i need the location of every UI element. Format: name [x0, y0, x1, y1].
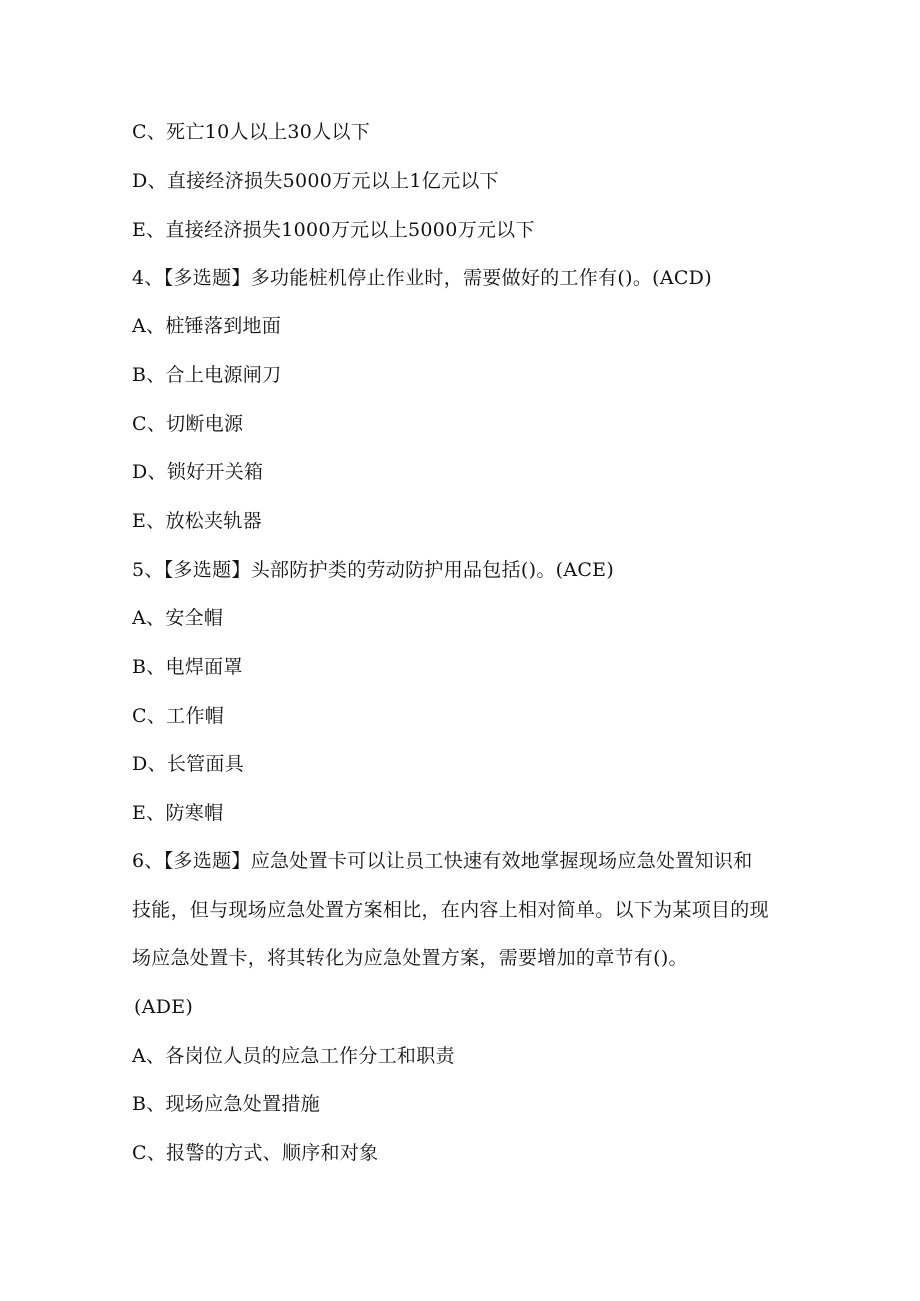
- option-line: B、现场应急处置措施: [132, 1093, 320, 1115]
- question-continuation-line: 场应急处置卡，将其转化为应急处置方案，需要增加的章节有()。: [132, 947, 688, 969]
- answer-key-line: (ADE): [134, 996, 194, 1018]
- option-line: A、桩锤落到地面: [132, 315, 282, 337]
- question-line: 6、【多选题】应急处置卡可以让员工快速有效地掌握现场应急处置知识和: [132, 850, 753, 872]
- option-line: A、各岗位人员的应急工作分工和职责: [132, 1045, 455, 1067]
- question-continuation-line: 技能，但与现场应急处置方案相比，在内容上相对简单。以下为某项目的现: [132, 899, 769, 921]
- option-line: E、放松夹轨器: [132, 510, 262, 532]
- option-line: D、长管面具: [132, 753, 245, 775]
- option-line: E、直接经济损失1000万元以上5000万元以下: [132, 219, 535, 241]
- option-line: B、电焊面罩: [132, 656, 243, 678]
- option-line: D、直接经济损失5000万元以上1亿元以下: [132, 170, 499, 192]
- option-line: D、锁好开关箱: [132, 461, 264, 483]
- option-line: C、切断电源: [132, 413, 244, 435]
- question-line: 4、【多选题】多功能桩机停止作业时，需要做好的工作有()。(ACD): [132, 267, 712, 289]
- option-line: C、工作帽: [132, 705, 225, 727]
- option-line: C、报警的方式、顺序和对象: [132, 1142, 379, 1164]
- option-line: E、防寒帽: [132, 802, 224, 824]
- option-line: A、安全帽: [132, 607, 224, 629]
- question-line: 5、【多选题】头部防护类的劳动防护用品包括()。(ACE): [132, 559, 615, 581]
- option-line: C、死亡10人以上30人以下: [132, 121, 371, 143]
- option-line: B、合上电源闸刀: [132, 364, 282, 386]
